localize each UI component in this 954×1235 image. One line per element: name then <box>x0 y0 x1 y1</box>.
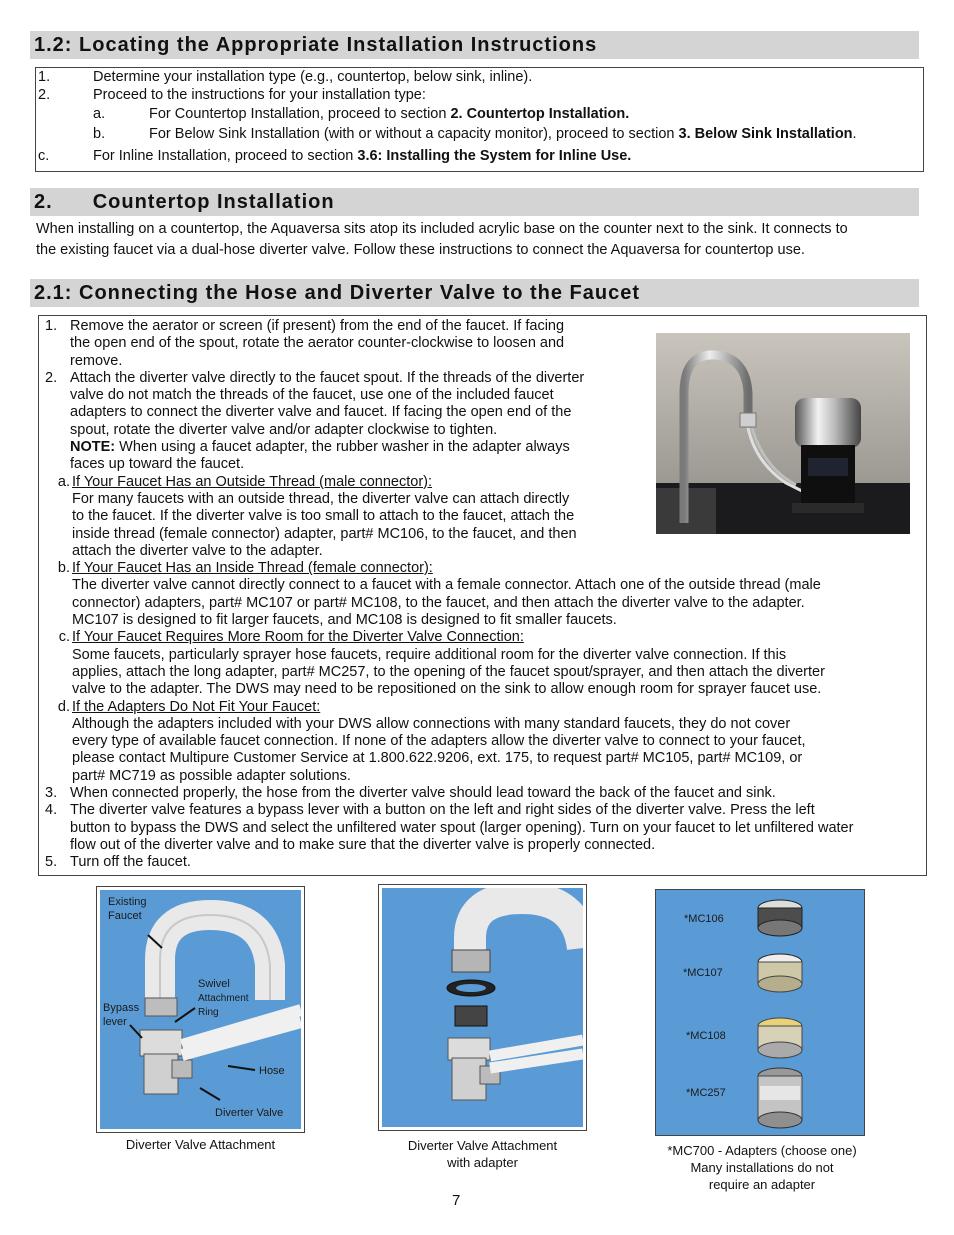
step-5 <box>40 854 930 871</box>
step-line: the open end of the spout, rotate the aerator counter-clockwise to loosen and <box>70 335 565 352</box>
step-number: 3. <box>45 785 58 802</box>
paragraph-line: When installing on a countertop, the Aquaversa sits atop its included acrylic base on the counter next to the sink. It connects to <box>36 221 848 237</box>
substep-title: If Your Faucet Requires More Room for the Diverter Valve Connection: <box>72 629 524 646</box>
label-existing: Existing <box>108 896 147 908</box>
substep-line: connector) adapters, part# MC107 or part# MC108, to the faucet, and then attach the diverter valve to the adapter. <box>72 594 805 611</box>
item-bold: 3. Below Sink Installation <box>678 126 853 142</box>
item-bold: 3.6: Installing the System for Inline Use. <box>357 148 632 164</box>
label-swivel: Swivel <box>198 978 230 990</box>
note-line: faces up toward the faucet. <box>70 456 245 473</box>
substep-line: to the faucet. If the diverter valve is too small to attach to the faucet, attach the <box>72 508 575 525</box>
substep-label: a. <box>57 473 70 490</box>
substep-title: If the Adapters Do Not Fit Your Faucet: <box>72 698 321 715</box>
label-ring: Ring <box>198 1007 219 1018</box>
item-num: 1. <box>38 69 51 85</box>
step-number: 2. <box>45 369 58 386</box>
step-1 <box>40 318 930 370</box>
item-after: . <box>852 126 857 142</box>
caption-line: with adapter <box>447 1155 518 1170</box>
item-text: For Below Sink Installation (with or without a capacity monitor), proceed to section <box>149 126 679 142</box>
page-number: 7 <box>452 1192 461 1209</box>
substep-a <box>40 474 930 560</box>
figure-1-caption: Diverter Valve Attachment <box>125 1137 276 1152</box>
section-2-num: 2. <box>34 191 53 213</box>
substep-line: For many faucets with an outside thread, the diverter valve can attach directly <box>72 490 570 507</box>
step-2 <box>40 370 930 474</box>
substep-c <box>40 629 930 698</box>
diverter-adapter-illustration <box>382 888 583 1127</box>
caption-line: Diverter Valve Attachment <box>407 1138 558 1153</box>
section-1-2-box <box>35 67 924 172</box>
label-attachment: Attachment <box>198 993 249 1004</box>
step-line: adapters to connect the diverter valve and faucet. If facing the open end of the <box>70 404 572 421</box>
item-text: For Countertop Installation, proceed to section <box>149 106 451 122</box>
item-num: c. <box>38 148 50 164</box>
substep-title: If Your Faucet Has an Outside Thread (male connector): <box>72 473 433 490</box>
step-number: 5. <box>45 854 58 871</box>
section-2-title: Countertop Installation <box>92 191 335 213</box>
note-label: NOTE: <box>70 439 116 456</box>
section-2-paragraph <box>36 219 926 261</box>
substep-label: b. <box>57 560 70 577</box>
label-hose: Hose <box>259 1065 285 1077</box>
step-3 <box>40 785 930 802</box>
label-bypass: Bypass <box>103 1002 140 1014</box>
step-line: valve do not match the threads of the faucet, use one of the included faucet <box>70 387 554 404</box>
substep-line: every type of available faucet connection. If none of the adapters allow the diverter valve to connect to your faucet, <box>72 733 806 750</box>
substep-line: applies, attach the long adapter, part# MC257, to the opening of the faucet spout/sprayer, and then attach the diverter <box>72 663 825 680</box>
item-num: 2. <box>38 87 51 103</box>
figure-2-caption <box>378 1137 587 1171</box>
figure-adapters <box>655 889 865 1136</box>
substep-label: d. <box>57 698 70 715</box>
step-line: Remove the aerator or screen (if present) from the end of the faucet. If facing <box>70 318 565 334</box>
note-text: When using a faucet adapter, the rubber washer in the adapter always <box>115 439 570 456</box>
substep-line: MC107 is designed to fit larger faucets, and MC108 is designed to fit smaller faucets. <box>72 612 617 629</box>
substep-b <box>40 560 930 629</box>
section-2-1-heading: 2.1: Connecting the Hose and Diverter Valve to the Faucet <box>30 279 919 307</box>
figure-3-caption <box>640 1142 884 1193</box>
caption-line: *MC700 - Adapters (choose one) <box>667 1143 857 1158</box>
caption-line: require an adapter <box>708 1177 816 1192</box>
step-line: The diverter valve features a bypass lever with a button on the left and right sides of the diverter valve. Press the left <box>70 802 815 819</box>
adapter-label-mc106: *MC106 <box>684 913 724 925</box>
label-faucet: Faucet <box>108 910 142 922</box>
step-line: spout, rotate the diverter valve and/or adapter clockwise to tighten. <box>70 421 498 438</box>
substep-title: If Your Faucet Has an Inside Thread (female connector): <box>72 560 433 577</box>
item-text: Determine your installation type (e.g., countertop, below sink, inline). <box>93 69 533 85</box>
step-4 <box>40 802 930 854</box>
substep-line: please contact Multipure Customer Service at 1.800.622.9206, ext. 175, to request part# MC105, part# MC109, or <box>72 750 803 767</box>
step-line: Attach the diverter valve directly to the faucet spout. If the threads of the diverter <box>70 369 585 386</box>
adapter-label-mc257: *MC257 <box>686 1087 726 1099</box>
substep-line: Some faucets, particularly sprayer hose faucets, require additional room for the diverter valve connection. If this <box>72 646 787 663</box>
note-line <box>70 439 930 456</box>
adapter-label-mc108: *MC108 <box>686 1030 726 1042</box>
section-2-heading <box>30 188 919 216</box>
section-1-2-heading: 1.2: Locating the Appropriate Installation Instructions <box>30 31 919 59</box>
item-bold: 2. Countertop Installation. <box>450 106 630 122</box>
substep-d <box>40 699 930 785</box>
steps-list <box>40 318 930 872</box>
substep-line: valve to the adapter. The DWS may need to be repositioned on the sink to allow enough room for sprayer faucet use. <box>72 681 822 698</box>
substep-line: inside thread (female connector) adapter, part# MC106, to the faucet, and then <box>72 525 577 542</box>
step-line: remove. <box>70 352 123 369</box>
substep-line: The diverter valve cannot directly connect to a faucet with a female connector. Attach one of the outside thread (male <box>72 577 821 594</box>
paragraph-line: the existing faucet via a dual-hose diverter valve. Follow these instructions to connect the Aquaversa for countertop use. <box>36 242 805 258</box>
step-line: When connected properly, the hose from the diverter valve should lead toward the back of the faucet and sink. <box>70 785 776 802</box>
substep-line: Although the adapters included with your DWS allow connections with many standard faucets, they do not cover <box>72 715 791 732</box>
label-diverter-valve: Diverter Valve <box>215 1107 284 1119</box>
item-num: a. <box>93 106 106 122</box>
step-number: 4. <box>45 802 58 819</box>
caption-line: Many installations do not <box>690 1160 834 1175</box>
substep-label: c. <box>58 629 70 646</box>
substep-line: attach the diverter valve to the adapter. <box>72 542 323 559</box>
step-number: 1. <box>45 318 58 334</box>
item-text: For Inline Installation, proceed to section <box>93 148 358 164</box>
step-line: Turn off the faucet. <box>70 854 191 871</box>
adapter-label-mc107: *MC107 <box>683 967 723 979</box>
label-lever: lever <box>103 1016 127 1028</box>
figure-diverter-adapter <box>378 884 587 1131</box>
step-line: flow out of the diverter valve and to make sure that the diverter valve is properly connected. <box>70 836 656 853</box>
item-text: Proceed to the instructions for your installation type: <box>93 87 426 103</box>
figure-diverter-valve <box>96 886 305 1133</box>
substep-line: part# MC719 as possible adapter solutions. <box>72 767 351 784</box>
item-num: b. <box>93 126 106 142</box>
step-line: button to bypass the DWS and select the unfiltered water spout (larger opening). Turn on your faucet to let unfiltered water <box>70 819 854 836</box>
